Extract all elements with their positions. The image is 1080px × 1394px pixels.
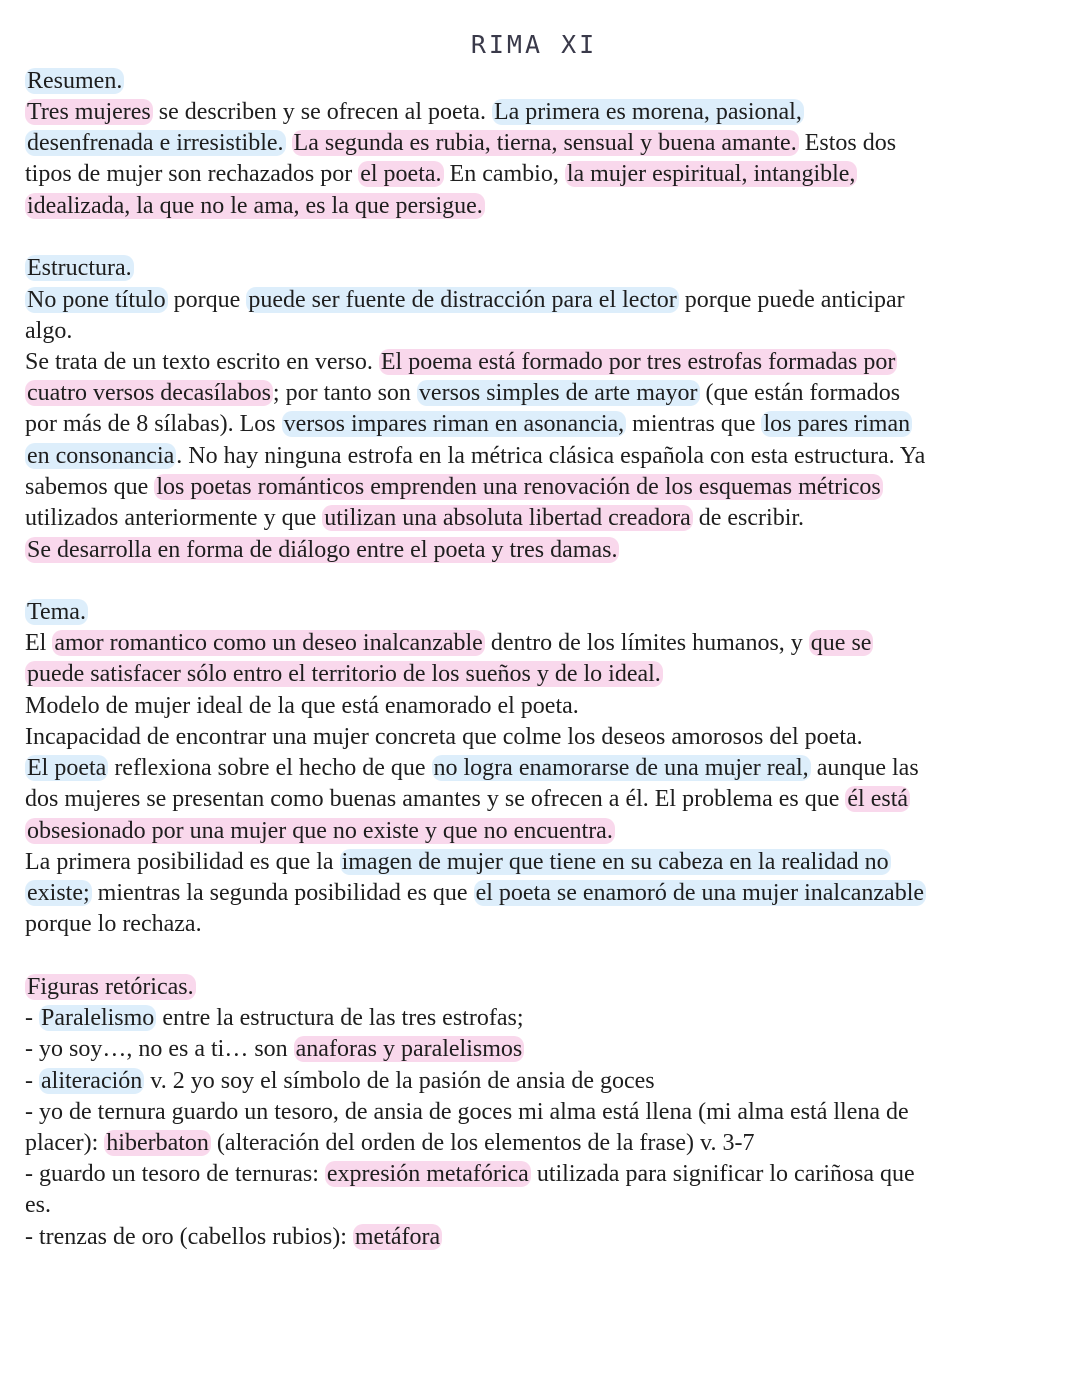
text-line [25, 472, 883, 502]
text-line [25, 97, 804, 127]
text-line [25, 1003, 523, 1033]
text-span: utilizada para significar lo cariñosa que [530, 1161, 915, 1187]
highlight-pink: puede satisfacer sólo entro el territorio de los sueños y de lo ideal. [27, 661, 661, 687]
highlight-pink: El poema está formado por tres estrofas formadas por [380, 349, 896, 375]
text-span: Modelo de mujer ideal de la que está enamorado el poeta. [25, 693, 579, 719]
text-line [25, 753, 919, 783]
text-span: La primera posibilidad es que la [25, 849, 340, 875]
text-span: - guardo un tesoro de ternuras: [25, 1161, 325, 1187]
highlight-pink: La segunda es rubia, tierna, sensual y buena amante. [293, 130, 797, 156]
text-span: dentro de los límites humanos, y [484, 630, 809, 656]
text-line [25, 1222, 442, 1252]
text-line [25, 628, 873, 658]
text-line [25, 1066, 655, 1096]
highlight-pink: hiberbaton [106, 1130, 209, 1156]
highlight-pink: la mujer espiritual, intangible, [566, 161, 856, 187]
text-span: tipos de mujer son rechazados por [25, 161, 359, 187]
highlight-pink: que se [810, 630, 872, 656]
text-span: mientras que [626, 411, 762, 437]
text-line [25, 285, 905, 315]
text-span: Incapacidad de encontrar una mujer concreta que colme los deseos amorosos del poeta. [25, 724, 863, 750]
highlight-pink: utilizan una absoluta libertad creadora [324, 505, 691, 531]
text-line [25, 253, 134, 283]
highlight-pink: obsesionado por una mujer que no existe y que no encuentra. [27, 818, 613, 844]
text-line [25, 691, 579, 721]
highlight-blue: imagen de mujer que tiene en su cabeza en la realidad no [341, 849, 889, 875]
highlight-blue: No pone título [27, 287, 166, 313]
text-span: dos mujeres se presentan como buenas amantes y se ofrecen a él. El problema es que [25, 786, 846, 812]
text-line [25, 972, 196, 1002]
highlight-pink: anaforas y paralelismos [295, 1036, 523, 1062]
text-span: El [25, 630, 53, 656]
highlight-pink: Se desarrolla en forma de diálogo entre el poeta y tres damas. [27, 537, 618, 563]
text-line [25, 784, 910, 814]
text-line [25, 316, 72, 346]
text-span: es. [25, 1192, 51, 1218]
text-line [25, 66, 124, 96]
text-span: de escribir. [692, 505, 805, 531]
text-line [25, 722, 863, 752]
text-span: utilizados anteriormente y que [25, 505, 323, 531]
highlight-blue: los pares riman [763, 411, 911, 437]
highlight-blue: el poeta se enamoró de una mujer inalcanzable [475, 880, 925, 906]
text-line [25, 597, 88, 627]
text-span: - [25, 1005, 39, 1031]
highlight-blue: puede ser fuente de distracción para el lector [248, 287, 677, 313]
highlight-blue: aliteración [41, 1068, 143, 1094]
text-line [25, 1097, 909, 1127]
highlight-pink: los poetas románticos emprenden una renovación de los esquemas métricos [156, 474, 881, 500]
highlight-blue: El poeta [27, 755, 107, 781]
highlight-blue: Estructura. [27, 255, 132, 281]
highlight-blue: Resumen. [27, 68, 123, 94]
highlight-pink: cuatro versos decasílabos [27, 380, 271, 406]
text-span: porque lo rechaza. [25, 911, 202, 937]
text-line [25, 1034, 524, 1064]
page-title: RIMA XI [470, 30, 598, 59]
highlight-pink: expresión metafórica [326, 1161, 529, 1187]
text-span: por más de 8 sílabas). Los [25, 411, 282, 437]
highlight-blue: Paralelismo [41, 1005, 155, 1031]
text-line [25, 1128, 754, 1158]
highlight-blue: desenfrenada e irresistible. [27, 130, 284, 156]
text-line [25, 191, 485, 221]
text-span: Estos dos [798, 130, 897, 156]
text-line [25, 347, 897, 377]
text-span: algo. [25, 318, 73, 344]
text-span: (alteración del orden de los elementos de la frase) v. 3-7 [210, 1130, 755, 1156]
text-span: se describen y se ofrecen al poeta. [152, 99, 492, 125]
text-span: reflexiona sobre el hecho de que [108, 755, 432, 781]
text-span: placer): [25, 1130, 105, 1156]
highlight-blue: versos simples de arte mayor [418, 380, 698, 406]
highlight-pink: amor romantico como un deseo inalcanzable [54, 630, 483, 656]
text-line [25, 816, 615, 846]
text-span [286, 130, 292, 156]
text-line [25, 378, 900, 408]
highlight-blue: La primera es morena, pasional, [493, 99, 802, 125]
highlight-pink: Figuras retóricas. [27, 974, 194, 1000]
highlight-pink: idealizada, la que no le ama, es la que persigue. [27, 193, 483, 219]
text-line [25, 1190, 51, 1220]
highlight-blue: existe; [27, 880, 90, 906]
text-span: entre la estructura de las tres estrofas; [156, 1005, 524, 1031]
text-span: - yo soy…, no es a ti… son [25, 1036, 294, 1062]
text-line [25, 535, 619, 565]
text-line [25, 909, 202, 939]
text-line [25, 159, 857, 189]
text-line [25, 878, 926, 908]
text-span: porque puede anticipar [678, 287, 905, 313]
text-span: porque [167, 287, 247, 313]
text-line [25, 128, 896, 158]
text-span: aunque las [810, 755, 919, 781]
highlight-blue: en consonancia [27, 443, 175, 469]
text-span: Se trata de un texto escrito en verso. [25, 349, 379, 375]
text-span: - trenzas de oro (cabellos rubios): [25, 1224, 353, 1250]
text-span: - [25, 1068, 39, 1094]
highlight-pink: Tres mujeres [27, 99, 151, 125]
text-line [25, 659, 663, 689]
text-span: v. 2 yo soy el símbolo de la pasión de ansia de goces [144, 1068, 655, 1094]
highlight-pink: él está [847, 786, 909, 812]
highlight-pink: el poeta. [360, 161, 442, 187]
text-line [25, 441, 925, 471]
text-span: ; por tanto son [272, 380, 417, 406]
highlight-blue: versos impares riman en asonancia, [283, 411, 625, 437]
text-span: En cambio, [443, 161, 565, 187]
highlight-blue: no logra enamorarse de una mujer real, [433, 755, 809, 781]
text-line [25, 503, 804, 533]
text-line [25, 1159, 915, 1189]
text-span: mientras la segunda posibilidad es que [91, 880, 474, 906]
text-span: sabemos que [25, 474, 155, 500]
text-span: (que están formados [699, 380, 901, 406]
highlight-pink: metáfora [354, 1224, 441, 1250]
highlight-blue: Tema. [27, 599, 86, 625]
text-span: . No hay ninguna estrofa en la métrica clásica española con esta estructura. Ya [176, 443, 926, 469]
text-line [25, 847, 891, 877]
text-line [25, 409, 912, 439]
text-span: - yo de ternura guardo un tesoro, de ansia de goces mi alma está llena (mi alma está llena de [25, 1099, 909, 1125]
